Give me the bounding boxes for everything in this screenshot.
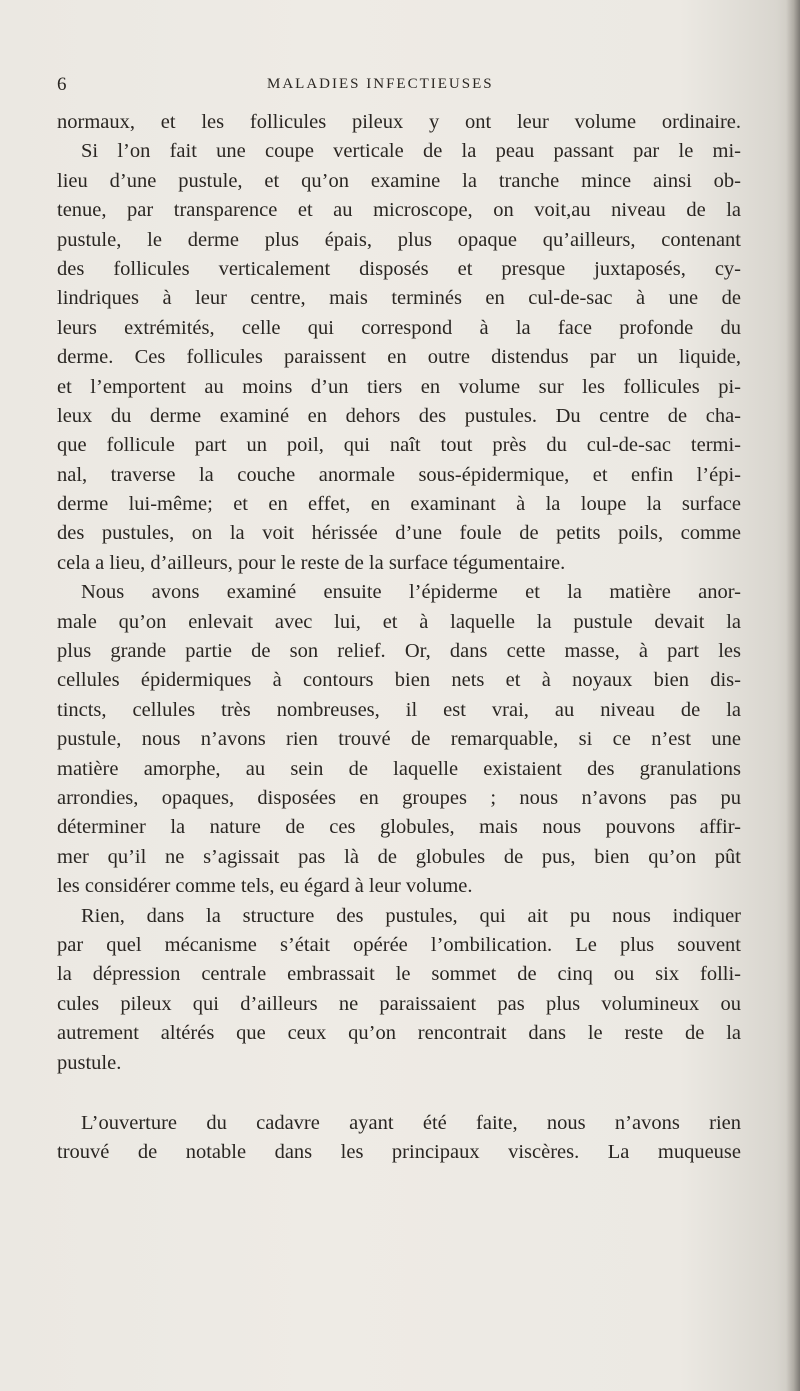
text-line: derme lui-même; et en effet, en examinant à la loupe la surface bbox=[57, 493, 741, 516]
text-line: L’ouverture du cadavre ayant été faite, nous n’avons rien bbox=[81, 1111, 741, 1134]
text-line: déterminer la nature de ces globules, mais nous pouvons affir- bbox=[57, 816, 741, 839]
text-line: lindriques à leur centre, mais terminés en cul-de-sac à une de bbox=[57, 287, 741, 310]
text-line: matière amorphe, au sein de laquelle existaient des granulations bbox=[57, 757, 741, 780]
paragraph-gap bbox=[57, 1078, 741, 1109]
text-line: lieu d’une pustule, et qu’on examine la tranche mince ainsi ob- bbox=[57, 169, 741, 192]
page-header bbox=[57, 74, 737, 98]
text-line: Si l’on fait une coupe verticale de la peau passant par le mi- bbox=[81, 140, 741, 163]
text-line: autrement altérés que ceux qu’on rencontrait dans le reste de la bbox=[57, 1022, 741, 1045]
text-line: que follicule part un poil, qui naît tout près du cul-de-sac termi- bbox=[57, 434, 741, 457]
text-line: arrondies, opaques, disposées en groupes ; nous n’avons pas pu bbox=[57, 786, 741, 809]
text-line: les considérer comme tels, eu égard à leur volume. bbox=[57, 875, 473, 898]
text-line: derme. Ces follicules paraissent en outre distendus par un liquide, bbox=[57, 346, 741, 369]
text-line: cela a lieu, d’ailleurs, pour le reste de la surface tégumentaire. bbox=[57, 551, 566, 574]
text-line: pustule. bbox=[57, 1051, 122, 1074]
text-line: trouvé de notable dans les principaux viscères. La muqueuse bbox=[57, 1141, 741, 1164]
page-edge-shadow bbox=[786, 0, 800, 1391]
text-line: cellules épidermiques à contours bien nets et à noyaux bien dis- bbox=[57, 669, 741, 692]
text-line: pustule, nous n’avons rien trouvé de remarquable, si ce n’est une bbox=[57, 728, 741, 751]
page-number: 6 bbox=[57, 74, 67, 95]
text-line: nal, traverse la couche anormale sous-épidermique, et enfin l’épi- bbox=[57, 463, 741, 486]
text-line: Nous avons examiné ensuite l’épiderme et la matière anor- bbox=[81, 581, 741, 604]
text-line: la dépression centrale embrassait le sommet de cinq ou six folli- bbox=[57, 963, 741, 986]
text-line: tincts, cellules très nombreuses, il est vrai, au niveau de la bbox=[57, 698, 741, 721]
text-line: mer qu’il ne s’agissait pas là de globules de pus, bien qu’on pût bbox=[57, 845, 741, 868]
text-line: leux du derme examiné en dehors des pustules. Du centre de cha- bbox=[57, 404, 741, 427]
text-line: des pustules, on la voit hérissée d’une foule de petits poils, comme bbox=[57, 522, 741, 545]
text-line: par quel mécanisme s’était opérée l’ombilication. Le plus souvent bbox=[57, 933, 741, 956]
running-title: MALADIES INFECTIEUSES bbox=[267, 76, 494, 92]
text-line: et l’emportent au moins d’un tiers en volume sur les follicules pi- bbox=[57, 375, 741, 398]
text-line: cules pileux qui d’ailleurs ne paraissaient pas plus volumineux ou bbox=[57, 992, 741, 1015]
text-line: plus grande partie de son relief. Or, dans cette masse, à part les bbox=[57, 640, 741, 663]
body-text bbox=[57, 108, 741, 1168]
text-line: leurs extrémités, celle qui correspond à la face profonde du bbox=[57, 316, 741, 339]
text-line: Rien, dans la structure des pustules, qui ait pu nous indiquer bbox=[81, 904, 741, 927]
text-line: normaux, et les follicules pileux y ont leur volume ordinaire. bbox=[57, 111, 741, 133]
text-line: pustule, le derme plus épais, plus opaque qu’ailleurs, contenant bbox=[57, 228, 741, 251]
text-line: tenue, par transparence et au microscope, on voit,au niveau de la bbox=[57, 199, 741, 222]
text-line: male qu’on enlevait avec lui, et à laquelle la pustule devait la bbox=[57, 610, 741, 633]
text-line: des follicules verticalement disposés et presque juxtaposés, cy- bbox=[57, 257, 741, 280]
